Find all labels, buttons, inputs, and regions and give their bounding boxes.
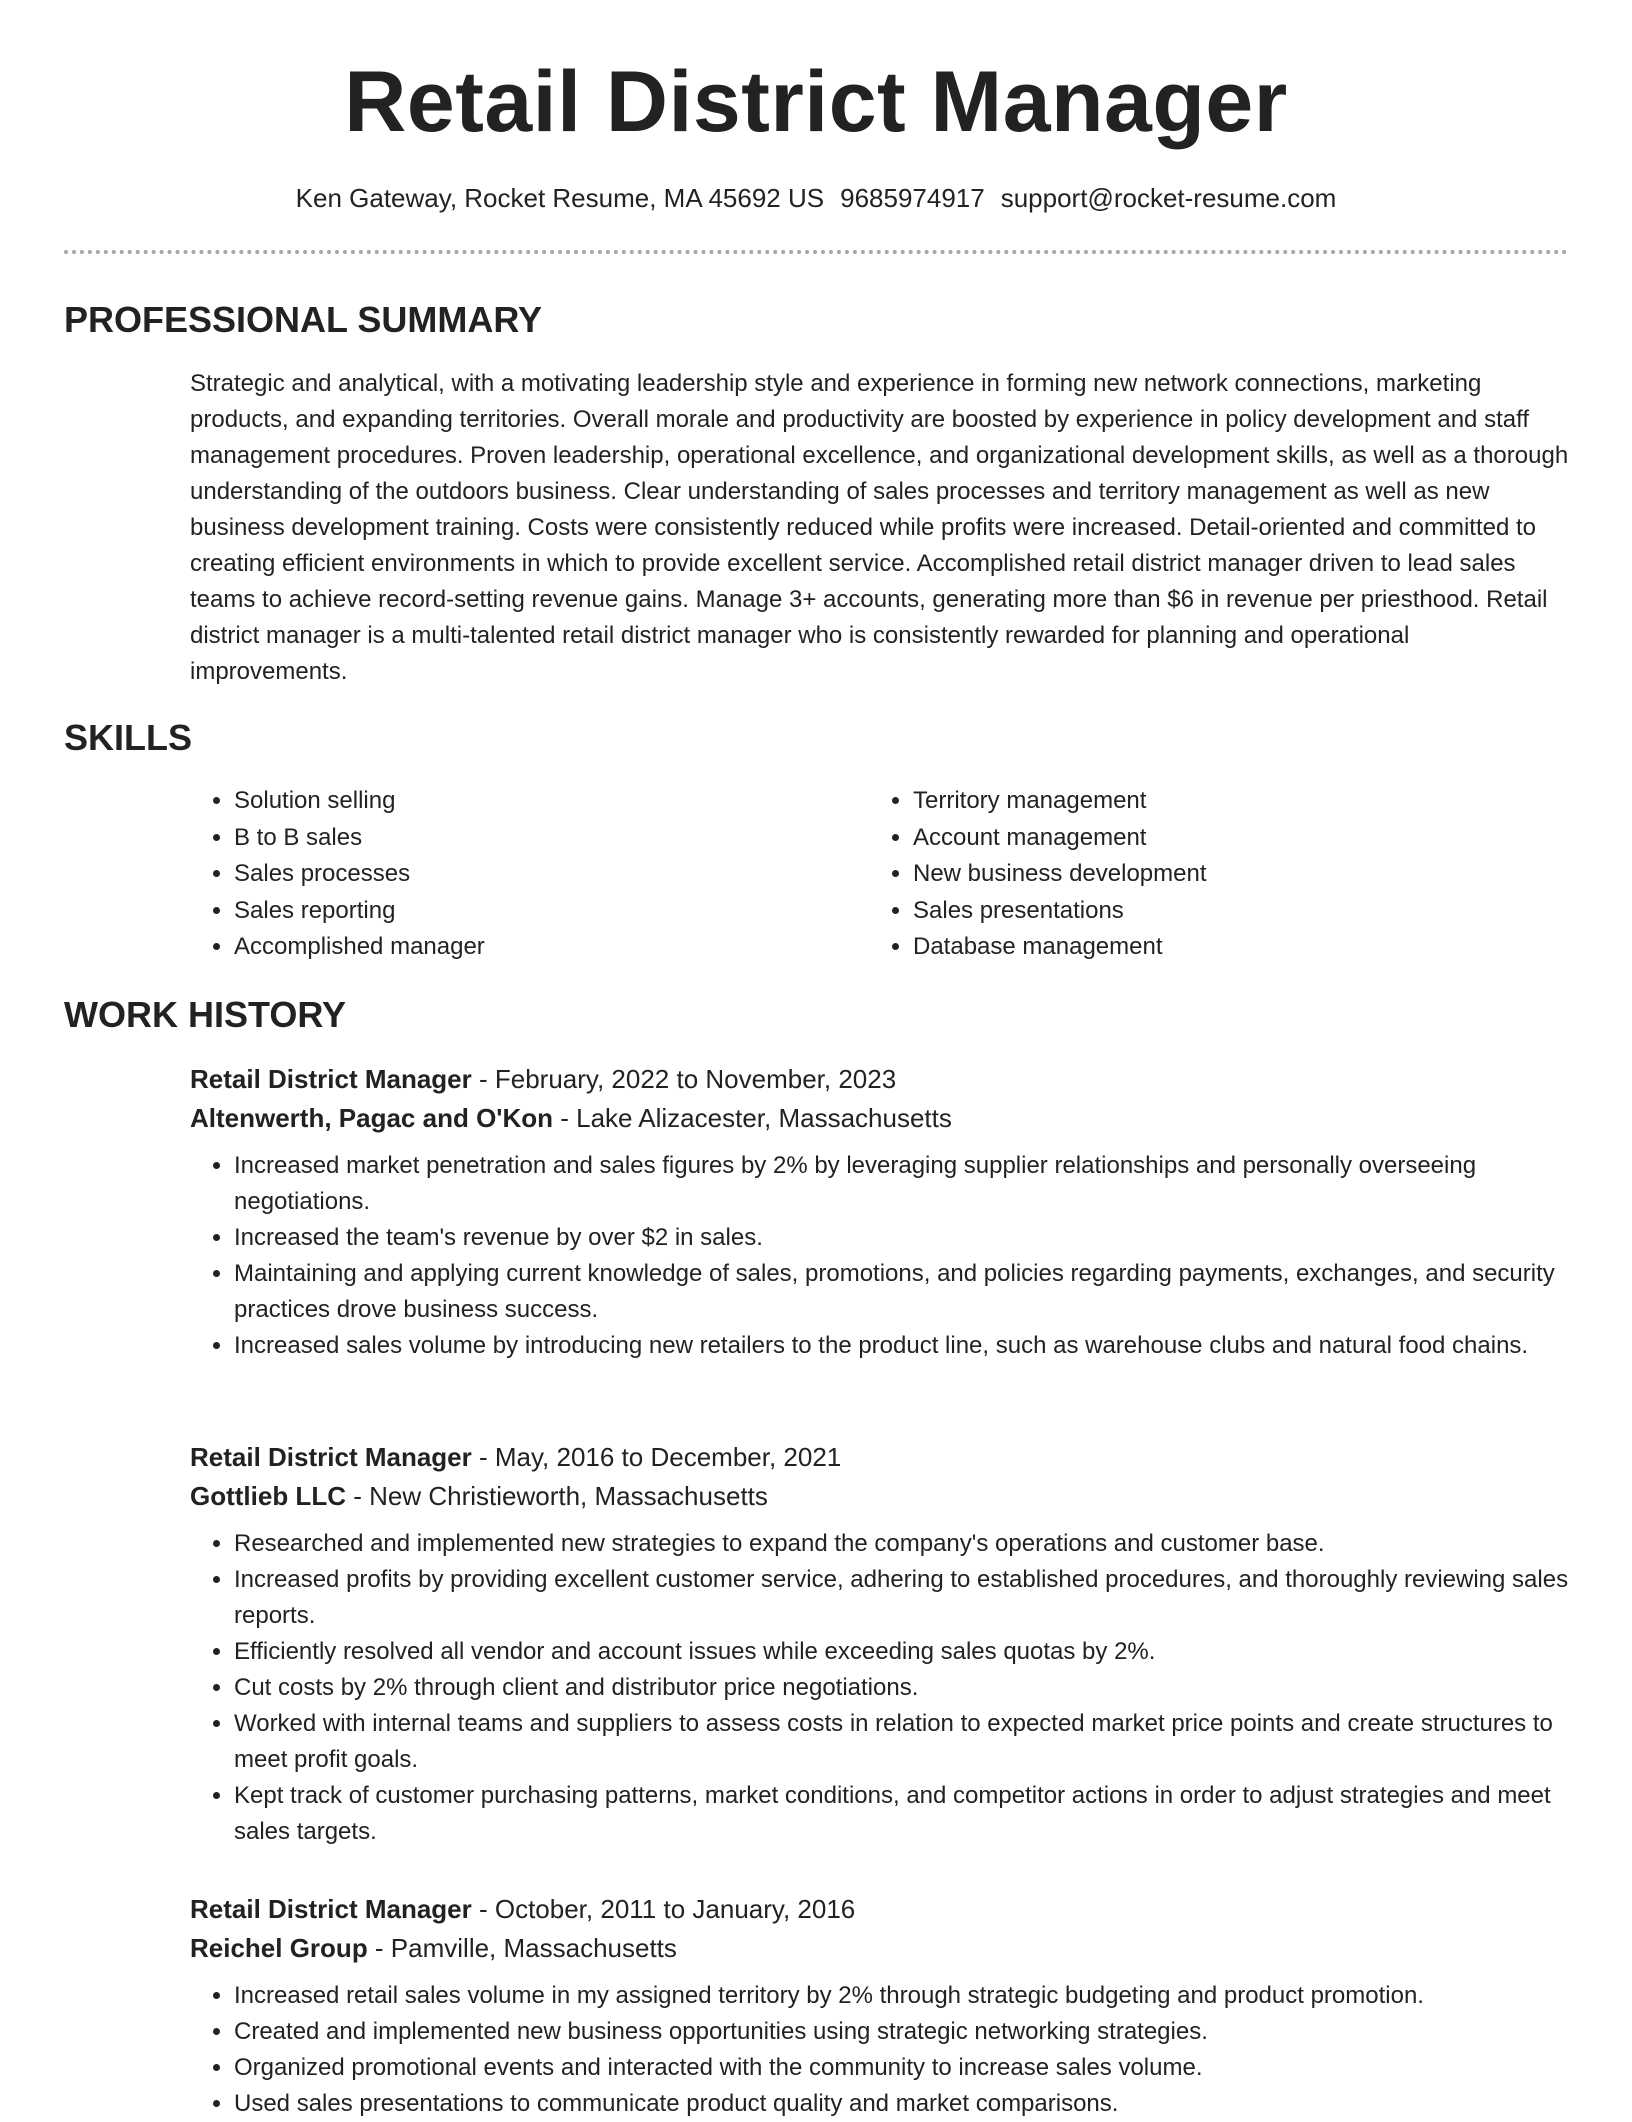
job-bullet: • Worked with internal teams and suppliers to assess costs in relation to expected market price points and create structures to meet profit goals. [234, 1706, 1570, 1778]
summary-heading: PROFESSIONAL SUMMARY [64, 299, 543, 340]
job-entry [190, 1060, 1570, 1364]
job-bullet: • Used sales presentations to communicate product quality and market comparisons. [234, 2086, 1570, 2122]
job-location: - Lake Alizacester, Massachusetts [553, 1103, 952, 1133]
job-bullet: • Created and implemented new business opportunities using strategic networking strategies. [234, 2014, 1570, 2050]
job-dates: - October, 2011 to January, 2016 [471, 1894, 856, 1924]
job-bullet: • Increased market penetration and sales figures by 2% by leveraging supplier relationships and personally overseeing negotiations. [234, 1148, 1570, 1220]
job-dates: - February, 2022 to November, 2023 [471, 1064, 897, 1094]
job-dates: - May, 2016 to December, 2021 [471, 1442, 842, 1472]
skill-item: • Sales reporting [234, 893, 834, 930]
skill-item: • Solution selling [234, 783, 834, 820]
contact-address: Ken Gateway, Rocket Resume, MA 45692 US [295, 183, 825, 213]
job-bullet: • Cut costs by 2% through client and distributor price negotiations. [234, 1670, 1570, 1706]
skill-item: • Database management [913, 929, 1563, 966]
skill-item: • B to B sales [234, 820, 834, 857]
job-entry [190, 1438, 1570, 1850]
job-bullets [190, 1148, 1570, 1364]
summary-text: Strategic and analytical, with a motivating leadership style and experience in forming new network connections, marketing products, and expanding territories. Overall morale and productivity are boosted by experience in policy development and staff management procedures. Proven leadership, operational excellence, and organizational development skills, as well as a thorough understanding of the outdoors business. Clear understanding of sales processes and territory management as well as new business development training. Costs were consistently reduced while profits were increased. Detail-oriented and committed to creating efficient environments in which to provide excellent service. Accomplished retail district manager driven to lead sales teams to achieve record-setting revenue gains. Manage 3+ accounts, generating more than $6 in revenue per priesthood. Retail district manager is a multi-talented retail district manager who is consistently rewarded for planning and operational improvements. [190, 370, 1569, 685]
job-title-line [190, 1890, 1570, 1929]
job-entry [190, 1890, 1570, 2122]
job-role: Retail District Manager [190, 1064, 472, 1094]
work-history-heading: WORK HISTORY [64, 994, 347, 1035]
skill-item: • Sales processes [234, 856, 834, 893]
skill-item: • New business development [913, 856, 1563, 893]
skills-heading: SKILLS [64, 717, 193, 758]
skill-item: • Accomplished manager [234, 929, 834, 966]
skills-list-right [869, 783, 1563, 966]
job-bullet: • Increased sales volume by introducing new retailers to the product line, such as warehouse clubs and natural food chains. [234, 1328, 1570, 1364]
job-role: Retail District Manager [190, 1442, 472, 1472]
job-bullet: • Increased the team's revenue by over $2 in sales. [234, 1220, 1570, 1256]
job-bullet: • Increased retail sales volume in my assigned territory by 2% through strategic budgeting and product promotion. [234, 1978, 1570, 2014]
contact-email: support@rocket-resume.com [1000, 183, 1337, 213]
job-bullet: • Organized promotional events and interacted with the community to increase sales volume. [234, 2050, 1570, 2086]
job-role: Retail District Manager [190, 1894, 472, 1924]
skills-list-left [190, 783, 834, 966]
job-company-line [190, 1929, 1570, 1968]
job-bullet: • Maintaining and applying current knowledge of sales, promotions, and policies regarding payments, exchanges, and security practices drove business success. [234, 1256, 1570, 1328]
job-bullet: • Researched and implemented new strategies to expand the company's operations and customer base. [234, 1526, 1570, 1562]
job-company-line [190, 1099, 1570, 1138]
job-title-line [190, 1060, 1570, 1099]
job-company: Gottlieb LLC [190, 1481, 346, 1511]
job-location: - Pamville, Massachusetts [367, 1933, 677, 1963]
job-company: Altenwerth, Pagac and O'Kon [190, 1103, 554, 1133]
resume-title: Retail District Manager [344, 54, 1288, 150]
contact-line [0, 180, 1632, 216]
job-bullet: • Kept track of customer purchasing patterns, market conditions, and competitor actions in order to adjust strategies and meet sales targets. [234, 1778, 1570, 1850]
job-company-line [190, 1477, 1570, 1516]
job-bullets [190, 1526, 1570, 1850]
job-bullets [190, 1978, 1570, 2122]
job-title-line [190, 1438, 1570, 1477]
skill-item: • Sales presentations [913, 893, 1563, 930]
job-bullet: • Increased profits by providing excellent customer service, adhering to established procedures, and thoroughly reviewing sales reports. [234, 1562, 1570, 1634]
skill-item: • Account management [913, 820, 1563, 857]
job-location: - New Christieworth, Massachusetts [345, 1481, 768, 1511]
skill-item: • Territory management [913, 783, 1563, 820]
job-company: Reichel Group [190, 1933, 368, 1963]
job-bullet: • Efficiently resolved all vendor and account issues while exceeding sales quotas by 2%. [234, 1634, 1570, 1670]
header-divider [64, 250, 1568, 254]
contact-phone: 9685974917 [840, 183, 985, 213]
